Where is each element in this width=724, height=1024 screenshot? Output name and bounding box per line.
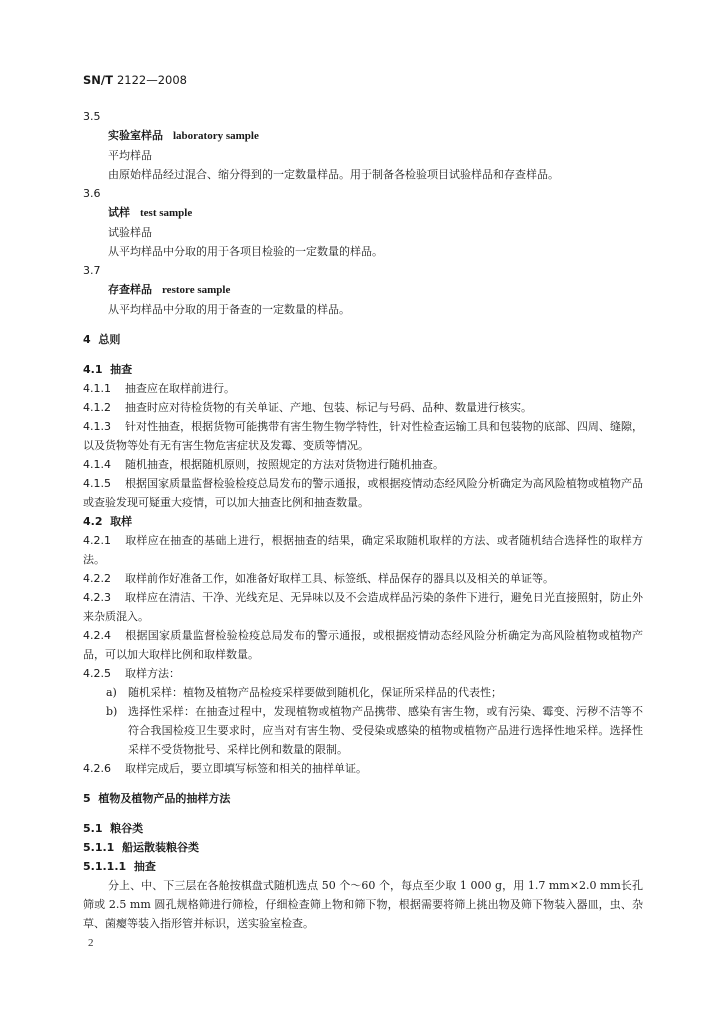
subsection-heading-5-1-1-1	[83, 857, 643, 876]
term-def-3-5: 由原始样品经过混合、缩分得到的一定数量样品。用于制备各检验项目试验样品和存查样品。	[108, 168, 559, 181]
term-en: test sample	[140, 207, 193, 219]
section-number: 5	[83, 792, 91, 805]
section-title: 总则	[98, 333, 121, 346]
clause-item: 4.2.3 取样应在清洁、干净、光线充足、无异味以及不会造成样品污染的条件下进行，避免日光直接照射，防止外来杂质混入。	[83, 591, 643, 623]
list-item-a: a) 随机采样：植物及植物产品检疫采样要做到随机化，保证所采样品的代表性；	[106, 686, 502, 699]
subsection-title: 粮谷类	[110, 822, 144, 835]
term-zh: 存查样品	[108, 283, 152, 296]
list-item-b: b) 选择性采样：在抽查过程中，发现植物或植物产品携带、感染有害生物，或有污染、霉变、污秽不洁等不符合我国检疫卫生要求时，应当对有害生物、受侵染或感染的植物或植物产品进行选择性地采样。选择性采样不受货物批号、采样比例和数量的限制。	[106, 705, 643, 756]
term-3-6	[83, 203, 643, 223]
term-3-5	[83, 126, 643, 146]
subsection-heading-5-1-1	[83, 838, 643, 857]
term-def-3-7: 从平均样品中分取的用于备查的一定数量的样品。	[108, 303, 350, 316]
subsection-number: 5.1.1.1	[83, 860, 127, 873]
clause-item: 4.1.2 抽查时应对待检货物的有关单证、产地、包装、标记与号码、品种、数量进行核实。	[83, 401, 532, 414]
clause-item: 4.1.1 抽查应在取样前进行。	[83, 382, 235, 395]
subsection-title: 抽查	[110, 363, 133, 376]
paragraph-5-1-1-1: 分上、中、下三层在各舱按棋盘式随机选点 50 个～60 个，每点至少取 1 000 g，用 1.7 mm×2.0 mm长孔筛或 2.5 mm 圆孔规格筛进行筛检，仔细检查筛上物和筛下物，根据需要将筛上挑出物及筛下物装入器皿，虫、杂草、菌瘿等装入指形管并标识，送实验室检查。	[83, 879, 643, 930]
clause-item: 4.2.1 取样应在抽查的基础上进行，根据抽查的结果，确定采取随机取样的方法、或者随机结合选择性的取样方法。	[83, 534, 643, 566]
subsection-number: 4.2	[83, 515, 103, 528]
term-alt-3-6: 试验样品	[108, 226, 152, 239]
clause-item: 4.2.6 取样完成后，要立即填写标签和相关的抽样单证。	[83, 762, 367, 775]
clause-item: 4.2.2 取样前作好准备工作，如准备好取样工具、标签纸、样品保存的器具以及相关的单证等。	[83, 572, 554, 585]
subsection-title: 取样	[110, 515, 133, 528]
clause-item: 4.1.4 随机抽查，根据随机原则，按照规定的方法对货物进行随机抽查。	[83, 458, 444, 471]
subsection-heading-5-1	[83, 819, 643, 838]
clause-item: 4.1.3 针对性抽查，根据货物可能携带有害生物生物学特性，针对性检查运输工具和包装物的底部、四周、缝隙，以及货物等处有无有害生物危害症状及发霉、变质等情况。	[83, 420, 643, 452]
term-en: laboratory sample	[173, 130, 259, 142]
term-zh: 实验室样品	[108, 129, 163, 142]
subsection-number: 5.1.1	[83, 841, 115, 854]
clause-item: 4.2.4 根据国家质量监督检验检疫总局发布的警示通报，或根据疫情动态经风险分析确定为高风险植物或植物产品，可以加大取样比例和取样数量。	[83, 629, 643, 661]
clause-item: 4.1.5 根据国家质量监督检验检疫总局发布的警示通报，或根据疫情动态经风险分析确定为高风险植物或植物产品或查验发现可疑重大疫情，可以加大抽查比例和抽查数量。	[83, 477, 643, 509]
term-def-3-6: 从平均样品中分取的用于各项目检验的一定数量的样品。	[108, 245, 383, 258]
section-number: 4	[83, 333, 91, 346]
standard-prefix: SN/T	[83, 73, 113, 87]
section-title: 植物及植物产品的抽样方法	[98, 792, 231, 805]
standard-header	[83, 71, 187, 90]
subsection-heading-4-1	[83, 360, 643, 379]
subsection-number: 5.1	[83, 822, 103, 835]
clause-number-3-5: 3.5	[83, 110, 101, 123]
section-heading-4	[83, 330, 643, 349]
clause-number-3-6: 3.6	[83, 187, 101, 200]
subsection-heading-4-2	[83, 512, 643, 531]
document-body	[83, 107, 643, 933]
standard-code: 2122—2008	[116, 73, 187, 87]
clause-item: 4.2.5 取样方法：	[83, 667, 180, 680]
subsection-title: 抽查	[133, 860, 156, 873]
section-heading-5	[83, 789, 643, 808]
term-3-7	[83, 280, 643, 300]
term-en: restore sample	[162, 284, 231, 296]
page-number: 2	[88, 937, 94, 949]
term-alt-3-5: 平均样品	[108, 149, 152, 162]
clause-number-3-7: 3.7	[83, 264, 101, 277]
subsection-number: 4.1	[83, 363, 103, 376]
term-zh: 试样	[108, 206, 130, 219]
subsection-title: 船运散装粮谷类	[122, 841, 199, 854]
